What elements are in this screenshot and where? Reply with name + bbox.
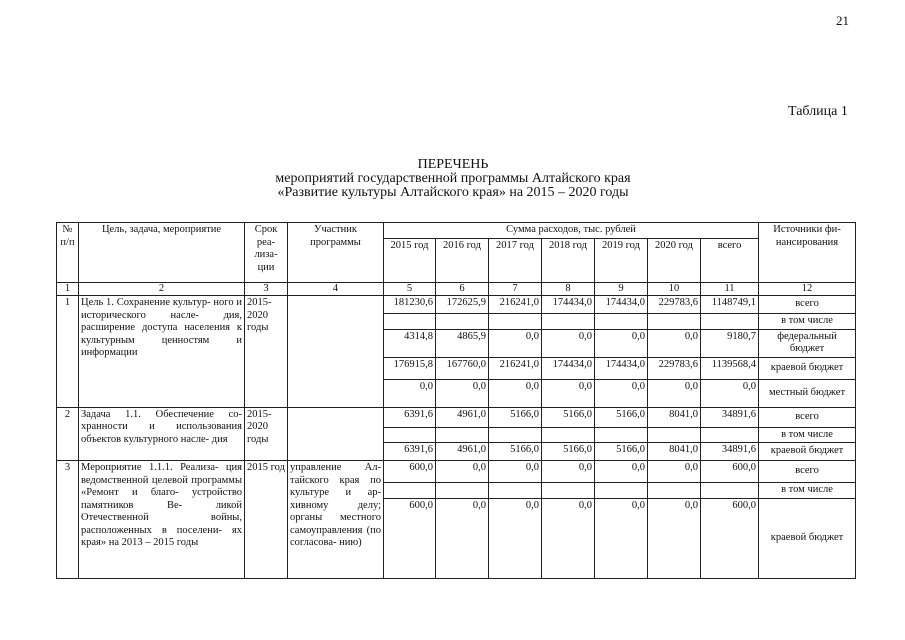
header-year: 2018 год [542, 238, 595, 282]
column-number: 8 [542, 282, 595, 296]
table-caption: Таблица 1 [788, 104, 848, 119]
funding-source-cell: всего [759, 461, 856, 483]
amount-cell: 0,0 [489, 379, 542, 407]
expenditure-table [56, 222, 856, 579]
amount-cell: 0,0 [489, 498, 542, 578]
amount-cell: 600,0 [384, 461, 436, 483]
document-subtitle-line-1: мероприятий государственной программы Алтайского края [275, 171, 631, 186]
amount-cell: 4961,0 [436, 407, 489, 427]
table-row [57, 296, 856, 314]
amount-cell [648, 483, 701, 499]
amount-cell [436, 483, 489, 499]
amount-cell: 167760,0 [436, 357, 489, 379]
document-subtitle-line-2: «Развитие культуры Алтайского края» на 2015 – 2020 годы [277, 185, 629, 200]
amount-cell [542, 314, 595, 330]
amount-cell: 0,0 [595, 498, 648, 578]
amount-cell: 8041,0 [648, 407, 701, 427]
table-row [57, 461, 856, 483]
amount-cell: 216241,0 [489, 296, 542, 314]
amount-cell: 6391,6 [384, 443, 436, 461]
total-cell: 34891,6 [701, 407, 759, 427]
column-number: 4 [288, 282, 384, 296]
document-title: ПЕРЕЧЕНЬ [417, 157, 489, 172]
amount-cell: 600,0 [384, 498, 436, 578]
amount-cell [648, 314, 701, 330]
header-goal: Цель, задача, мероприятие [79, 223, 245, 283]
amount-cell [595, 314, 648, 330]
total-cell: 600,0 [701, 498, 759, 578]
amount-cell: 174434,0 [595, 357, 648, 379]
amount-cell [384, 314, 436, 330]
amount-cell: 4314,8 [384, 329, 436, 357]
row-number: 2 [57, 407, 79, 461]
column-number: 10 [648, 282, 701, 296]
total-cell: 1139568,4 [701, 357, 759, 379]
column-number: 11 [701, 282, 759, 296]
amount-cell [489, 427, 542, 443]
amount-cell: 0,0 [542, 498, 595, 578]
amount-cell: 0,0 [489, 329, 542, 357]
funding-source-cell: краевой бюджет [759, 498, 856, 578]
funding-source-cell: краевой бюджет [759, 357, 856, 379]
total-cell: 600,0 [701, 461, 759, 483]
amount-cell: 4961,0 [436, 443, 489, 461]
amount-cell: 0,0 [595, 461, 648, 483]
funding-source-cell: в том числе [759, 483, 856, 499]
header-no: № п/п [57, 223, 79, 283]
amount-cell: 0,0 [489, 461, 542, 483]
amount-cell: 5166,0 [542, 407, 595, 427]
amount-cell: 0,0 [648, 379, 701, 407]
amount-cell: 229783,6 [648, 357, 701, 379]
row-number: 3 [57, 461, 79, 579]
amount-cell [489, 314, 542, 330]
amount-cell [542, 427, 595, 443]
amount-cell: 0,0 [542, 461, 595, 483]
amount-cell: 0,0 [436, 379, 489, 407]
amount-cell: 0,0 [648, 329, 701, 357]
column-number: 3 [245, 282, 288, 296]
column-number-row [57, 282, 856, 296]
row-participant: управление Ал- тайского края по культуре и ар- хивному делу; органы местного самоуправления (по согласова- нию) [288, 461, 384, 579]
header-source: Источники фи- нансирования [759, 223, 856, 283]
header-total: всего [701, 238, 759, 282]
funding-source-cell: местный бюджет [759, 379, 856, 407]
amount-cell: 0,0 [436, 498, 489, 578]
header-year: 2017 год [489, 238, 542, 282]
amount-cell: 0,0 [542, 379, 595, 407]
total-cell [701, 483, 759, 499]
amount-cell: 5166,0 [595, 443, 648, 461]
header-year: 2016 год [436, 238, 489, 282]
header-year: 2019 год [595, 238, 648, 282]
amount-cell: 174434,0 [542, 296, 595, 314]
total-cell: 1148749,1 [701, 296, 759, 314]
amount-cell: 176915,8 [384, 357, 436, 379]
row-term: 2015- 2020 годы [245, 296, 288, 408]
amount-cell: 181230,6 [384, 296, 436, 314]
amount-cell: 4865,9 [436, 329, 489, 357]
page-number: 21 [836, 13, 849, 28]
amount-cell [436, 427, 489, 443]
amount-cell [542, 483, 595, 499]
amount-cell: 229783,6 [648, 296, 701, 314]
funding-source-cell: федеральный бюджет [759, 329, 856, 357]
total-cell: 9180,7 [701, 329, 759, 357]
row-participant [288, 407, 384, 461]
total-cell: 0,0 [701, 379, 759, 407]
amount-cell: 5166,0 [595, 407, 648, 427]
row-number: 1 [57, 296, 79, 408]
column-number: 9 [595, 282, 648, 296]
header-participant: Участник программы [288, 223, 384, 283]
header-year: 2015 год [384, 238, 436, 282]
header-year: 2020 год [648, 238, 701, 282]
funding-source-cell: всего [759, 296, 856, 314]
amount-cell [384, 483, 436, 499]
funding-source-cell: в том числе [759, 427, 856, 443]
table-row [57, 407, 856, 427]
row-description: Цель 1. Сохранение культур- ного и исторического насле- дия, расширение доступа населения к культурным ценностям и информации [79, 296, 245, 408]
amount-cell [436, 314, 489, 330]
column-number: 7 [489, 282, 542, 296]
header-sum-group: Сумма расходов, тыс. рублей [384, 223, 759, 239]
amount-cell: 0,0 [595, 329, 648, 357]
column-number: 1 [57, 282, 79, 296]
amount-cell [595, 483, 648, 499]
amount-cell: 0,0 [436, 461, 489, 483]
row-participant [288, 296, 384, 408]
amount-cell: 216241,0 [489, 357, 542, 379]
amount-cell: 0,0 [648, 498, 701, 578]
amount-cell: 0,0 [648, 461, 701, 483]
amount-cell: 172625,9 [436, 296, 489, 314]
amount-cell: 5166,0 [489, 443, 542, 461]
funding-source-cell: в том числе [759, 314, 856, 330]
amount-cell: 5166,0 [542, 443, 595, 461]
amount-cell [648, 427, 701, 443]
column-number: 6 [436, 282, 489, 296]
funding-source-cell: краевой бюджет [759, 443, 856, 461]
amount-cell: 0,0 [384, 379, 436, 407]
amount-cell: 5166,0 [489, 407, 542, 427]
header-term: Срок реа- лиза- ции [245, 223, 288, 283]
row-description: Задача 1.1. Обеспечение со- хранности и использования объектов культурного насле- дия [79, 407, 245, 461]
amount-cell: 0,0 [595, 379, 648, 407]
row-term: 2015- 2020 годы [245, 407, 288, 461]
amount-cell: 8041,0 [648, 443, 701, 461]
column-number: 12 [759, 282, 856, 296]
total-cell [701, 314, 759, 330]
amount-cell: 0,0 [542, 329, 595, 357]
row-description: Мероприятие 1.1.1. Реализа- ция ведомственной целевой программы «Ремонт и благо- устройство памятников Ве- ликой Отечественной войны, расположенных в поселени- ях края» на 2013 – 2015 годы [79, 461, 245, 579]
amount-cell: 174434,0 [595, 296, 648, 314]
amount-cell [384, 427, 436, 443]
amount-cell [489, 483, 542, 499]
total-cell [701, 427, 759, 443]
amount-cell: 174434,0 [542, 357, 595, 379]
column-number: 5 [384, 282, 436, 296]
amount-cell: 6391,6 [384, 407, 436, 427]
funding-source-cell: всего [759, 407, 856, 427]
column-number: 2 [79, 282, 245, 296]
amount-cell [595, 427, 648, 443]
header-row-1 [57, 223, 856, 239]
row-term: 2015 год [245, 461, 288, 579]
total-cell: 34891,6 [701, 443, 759, 461]
